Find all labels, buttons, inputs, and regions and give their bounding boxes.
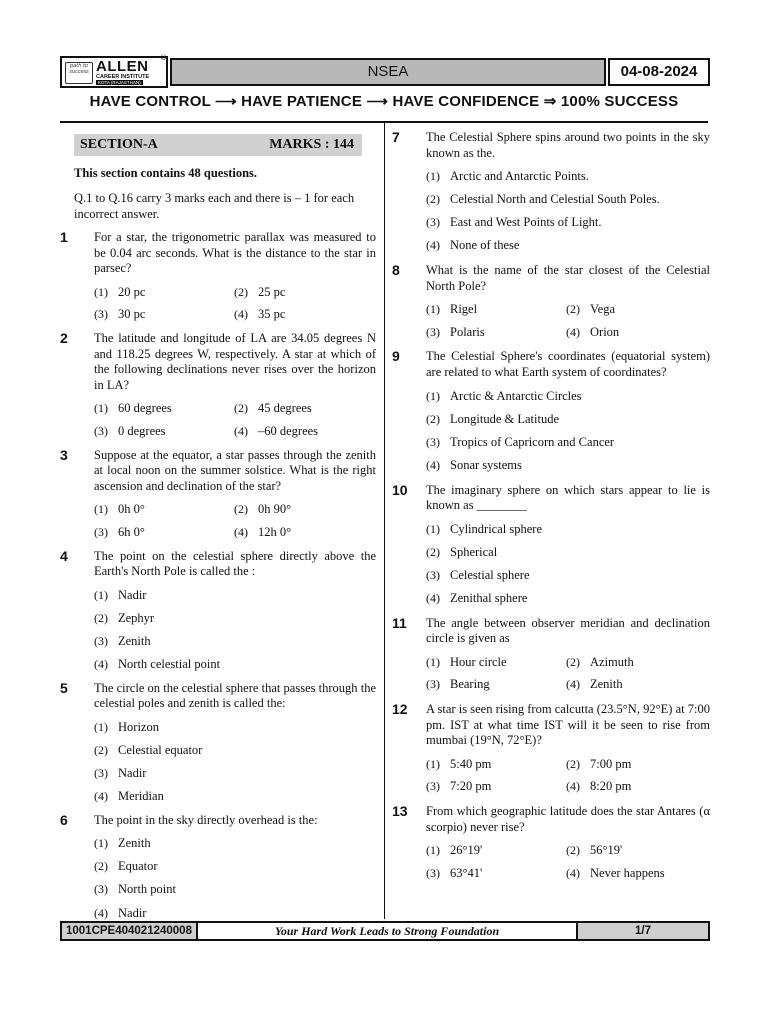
option-4 — [426, 458, 710, 474]
option-label: (4) — [426, 457, 440, 472]
option-text: Polaris — [450, 324, 485, 339]
allen-logo — [60, 56, 168, 88]
question-number: 10 — [392, 481, 408, 498]
option-text: 0h 0° — [118, 502, 145, 517]
exam-date: 04-08-2024 — [608, 58, 710, 86]
option-label: (4) — [94, 656, 108, 671]
option-text: Vega — [590, 302, 615, 317]
option-1 — [426, 169, 710, 185]
option-label: (4) — [426, 590, 440, 605]
options — [94, 836, 376, 921]
option-3 — [426, 568, 710, 584]
option-text: Zenith — [118, 836, 151, 851]
options — [426, 655, 710, 693]
option-3 — [426, 435, 710, 451]
option-label: (1) — [94, 719, 108, 734]
option-text: Zenithal sphere — [450, 590, 528, 605]
option-label: (2) — [94, 742, 108, 757]
option-1 — [426, 389, 710, 405]
option-label: (2) — [426, 544, 440, 559]
option-label: (4) — [234, 307, 248, 322]
option-label: (3) — [426, 865, 440, 880]
exam-title: NSEA — [170, 58, 606, 86]
option-3 — [94, 634, 376, 650]
option-label: (1) — [426, 654, 440, 669]
option-1 — [94, 588, 376, 604]
option-label: (3) — [94, 633, 108, 648]
options — [94, 720, 376, 805]
question-number: 1 — [60, 229, 68, 245]
options — [94, 502, 376, 540]
option-text: Meridian — [118, 789, 164, 804]
question-number: 13 — [392, 802, 408, 819]
question-number: 7 — [392, 129, 400, 145]
question-number: 9 — [392, 348, 400, 365]
question-number: 12 — [392, 700, 408, 717]
option-2 — [94, 743, 376, 759]
section-title: SECTION-A — [80, 137, 158, 152]
options — [426, 302, 710, 340]
options — [426, 757, 710, 795]
right-question-list — [392, 130, 710, 881]
section-marks: MARKS : 144 — [269, 137, 354, 152]
option-label: (4) — [94, 905, 108, 920]
option-text: 0h 90° — [258, 502, 292, 517]
option-3 — [426, 677, 566, 693]
option-text: Nadir — [118, 765, 147, 780]
question-8 — [392, 263, 710, 340]
option-text: Sonar systems — [450, 457, 522, 472]
option-label: (2) — [566, 654, 580, 669]
right-column — [392, 128, 710, 881]
option-1 — [94, 836, 376, 852]
options — [426, 843, 710, 881]
option-text: Longitude & Latitude — [450, 411, 560, 426]
option-2 — [94, 611, 376, 627]
question-text: What is the name of the star closest of the Celestial North Pole? — [426, 263, 710, 293]
option-text: North celestial point — [118, 656, 221, 671]
option-label: (1) — [94, 836, 108, 851]
option-1 — [426, 843, 566, 859]
question-number: 11 — [392, 614, 407, 631]
option-text: Nadir — [118, 587, 147, 602]
paper-code: 1001CPE404021240008 — [62, 923, 198, 939]
question-number: 8 — [392, 262, 400, 279]
option-2 — [234, 502, 374, 518]
option-label: (3) — [426, 324, 440, 339]
option-label: (2) — [94, 859, 108, 874]
option-text: Zenith — [118, 633, 151, 648]
option-label: (2) — [566, 302, 580, 317]
option-text: 0 degrees — [118, 423, 166, 438]
option-text: Celestial equator — [118, 742, 203, 757]
option-label: (3) — [426, 779, 440, 794]
option-1 — [426, 522, 710, 538]
logo-subtitle: CAREER INSTITUTE — [96, 74, 150, 80]
option-label: (4) — [234, 524, 248, 539]
option-text: Hour circle — [450, 654, 507, 669]
option-text: 45 degrees — [258, 401, 312, 416]
option-3 — [426, 779, 566, 795]
option-text: Celestial sphere — [450, 567, 530, 582]
option-label: (2) — [234, 284, 248, 299]
option-label: (4) — [426, 238, 440, 253]
option-label: (3) — [94, 524, 108, 539]
option-text: Equator — [118, 859, 158, 874]
question-13 — [392, 804, 710, 881]
option-2 — [566, 655, 706, 671]
option-4 — [566, 866, 706, 882]
option-label: (4) — [566, 865, 580, 880]
option-4 — [566, 779, 706, 795]
option-2 — [566, 302, 706, 318]
option-label: (4) — [94, 789, 108, 804]
option-1 — [94, 720, 376, 736]
option-text: Azimuth — [590, 654, 634, 669]
question-number: 2 — [60, 329, 68, 346]
option-text: North point — [118, 882, 176, 897]
option-label: (2) — [566, 756, 580, 771]
question-number: 6 — [60, 811, 68, 828]
question-7 — [392, 130, 710, 254]
option-label: (3) — [426, 215, 440, 230]
option-text: None of these — [450, 238, 520, 253]
option-3 — [94, 525, 234, 541]
option-text: Zephyr — [118, 610, 155, 625]
option-text: 56°19' — [590, 843, 623, 858]
option-4 — [426, 238, 710, 254]
page-number: 1/7 — [576, 923, 708, 939]
option-label: (2) — [566, 843, 580, 858]
option-text: Horizon — [118, 719, 159, 734]
option-label: (4) — [566, 324, 580, 339]
option-text: Tropics of Capricorn and Cancer — [450, 434, 615, 449]
question-12 — [392, 702, 710, 795]
option-4 — [426, 591, 710, 607]
question-text: From which geographic latitude does the star Antares (α scorpio) never rise? — [426, 803, 710, 834]
options — [426, 522, 710, 607]
option-text: 7:20 pm — [450, 779, 492, 794]
option-text: 6h 0° — [118, 524, 145, 539]
footer-tagline: Your Hard Work Leads to Strong Foundation — [274, 924, 500, 938]
option-text: 5:40 pm — [450, 756, 492, 771]
option-label: (3) — [426, 434, 440, 449]
option-1 — [426, 655, 566, 671]
option-3 — [94, 307, 234, 323]
page-header — [60, 56, 710, 88]
option-4 — [94, 906, 376, 922]
option-3 — [426, 215, 710, 231]
option-4 — [566, 325, 706, 341]
question-text: Suppose at the equator, a star passes through the zenith at local noon on the summer solstice. What is the right ascension and declination of the star? — [94, 447, 376, 493]
question-text: For a star, the trigonometric parallax was measured to be 0.04 arc seconds. What is the distance to the star in parsec? — [94, 230, 376, 276]
question-number: 5 — [60, 679, 68, 696]
option-text: 12h 0° — [258, 524, 292, 539]
option-label: (1) — [426, 302, 440, 317]
option-label: (3) — [94, 307, 108, 322]
option-text: East and West Points of Light. — [450, 215, 602, 230]
option-label: (1) — [426, 756, 440, 771]
options — [426, 389, 710, 474]
option-label: (1) — [426, 521, 440, 536]
section-header — [74, 134, 362, 156]
question-text: The imaginary sphere on which stars appear to lie is known as ________ — [426, 482, 710, 513]
option-label: (4) — [566, 677, 580, 692]
question-text: A star is seen rising from calcutta (23.5°N, 92°E) at 7:00 pm. IST at what time IST will it be seen to rise from mumbai (19°N, 72°E)? — [426, 701, 710, 748]
option-3 — [94, 882, 376, 898]
options — [94, 285, 376, 323]
question-3 — [60, 448, 376, 541]
option-label: (1) — [94, 284, 108, 299]
page-footer — [60, 921, 710, 941]
option-text: Never happens — [590, 865, 665, 880]
left-question-list — [60, 230, 376, 921]
question-5 — [60, 681, 376, 805]
option-text: 20 pc — [118, 284, 146, 299]
left-column — [60, 128, 376, 921]
option-label: (1) — [426, 843, 440, 858]
option-1 — [426, 757, 566, 773]
section-intro-heading: This section contains 48 questions. — [74, 166, 258, 180]
option-3 — [94, 424, 234, 440]
question-1 — [60, 230, 376, 323]
option-text: –60 degrees — [258, 423, 319, 438]
option-4 — [234, 525, 374, 541]
option-label: (3) — [94, 423, 108, 438]
question-text: The latitude and longitude of LA are 34.05 degrees N and 118.25 degrees W, respectively. A star at which of the following declinations never rises over the horizon in LA? — [94, 330, 376, 392]
option-3 — [426, 325, 566, 341]
option-text: Orion — [590, 324, 620, 339]
question-text: The point on the celestial sphere directly above the Earth's North Pole is called the : — [94, 548, 376, 579]
option-text: Arctic and Antarctic Points. — [450, 169, 589, 184]
option-text: Celestial North and Celestial South Poles. — [450, 192, 660, 207]
option-text: Arctic & Antarctic Circles — [450, 388, 582, 403]
option-label: (1) — [426, 169, 440, 184]
option-3 — [94, 766, 376, 782]
option-text: 25 pc — [258, 284, 286, 299]
registered-icon: ® — [160, 54, 167, 62]
option-4 — [234, 424, 374, 440]
option-label: (3) — [426, 567, 440, 582]
option-text: Zenith — [590, 677, 623, 692]
question-4 — [60, 549, 376, 673]
option-label: (3) — [426, 677, 440, 692]
logo-city: KOTA (RAJASTHAN) — [98, 80, 141, 85]
question-text: The angle between observer meridian and declination circle is given as — [426, 615, 710, 646]
option-3 — [426, 866, 566, 882]
question-number: 4 — [60, 547, 68, 564]
option-2 — [426, 412, 710, 428]
option-text: Nadir — [118, 905, 147, 920]
option-label: (2) — [94, 610, 108, 625]
option-2 — [566, 757, 706, 773]
option-2 — [426, 545, 710, 561]
option-1 — [94, 502, 234, 518]
question-text: The Celestial Sphere spins around two points in the sky known as the. — [426, 130, 710, 160]
option-1 — [94, 401, 234, 417]
option-2 — [94, 859, 376, 875]
question-text: The Celestial Sphere's coordinates (equatorial system) are related to what Earth system of coordinates? — [426, 349, 710, 380]
options — [94, 401, 376, 439]
question-text: The point in the sky directly overhead is the: — [94, 812, 318, 827]
option-label: (2) — [234, 502, 248, 517]
option-text: 8:20 pm — [590, 779, 632, 794]
option-text: Spherical — [450, 544, 498, 559]
option-label: (1) — [94, 502, 108, 517]
option-text: 7:00 pm — [590, 756, 632, 771]
option-text: 35 pc — [258, 307, 286, 322]
question-10 — [392, 483, 710, 607]
option-2 — [566, 843, 706, 859]
logo-emblem-icon: path to success — [65, 62, 93, 84]
option-1 — [94, 285, 234, 301]
option-text: 63°41' — [450, 865, 483, 880]
question-2 — [60, 331, 376, 440]
section-intro-text: Q.1 to Q.16 carry 3 marks each and there is – 1 for each incorrect answer. — [74, 191, 355, 221]
option-1 — [426, 302, 566, 318]
options — [426, 169, 710, 254]
option-label: (1) — [426, 388, 440, 403]
question-9 — [392, 349, 710, 473]
option-text: Cylindrical sphere — [450, 521, 542, 536]
option-label: (2) — [426, 411, 440, 426]
option-4 — [234, 307, 374, 323]
option-label: (1) — [94, 587, 108, 602]
option-label: (3) — [94, 765, 108, 780]
option-2 — [426, 192, 710, 208]
option-label: (4) — [234, 423, 248, 438]
option-text: 30 pc — [118, 307, 146, 322]
option-label: (2) — [426, 192, 440, 207]
column-divider — [384, 123, 385, 919]
option-2 — [234, 401, 374, 417]
option-label: (4) — [566, 779, 580, 794]
question-6 — [60, 813, 376, 921]
option-label: (3) — [94, 882, 108, 897]
option-label: (2) — [234, 401, 248, 416]
question-11 — [392, 616, 710, 693]
question-text: The circle on the celestial sphere that passes through the celestial poles and zenith is called the: — [94, 680, 376, 711]
options — [94, 588, 376, 673]
option-4 — [94, 789, 376, 805]
option-4 — [566, 677, 706, 693]
option-label: (1) — [94, 401, 108, 416]
option-text: Rigel — [450, 302, 478, 317]
option-4 — [94, 657, 376, 673]
option-text: 26°19' — [450, 843, 483, 858]
option-text: Bearing — [450, 677, 490, 692]
option-2 — [234, 285, 374, 301]
option-text: 60 degrees — [118, 401, 172, 416]
question-number: 3 — [60, 446, 68, 463]
logo-brand: ALLEN — [96, 58, 149, 75]
motto-banner: HAVE CONTROL ⟶ HAVE PATIENCE ⟶ HAVE CONFIDENCE ⇒ 100% SUCCESS — [89, 93, 679, 110]
